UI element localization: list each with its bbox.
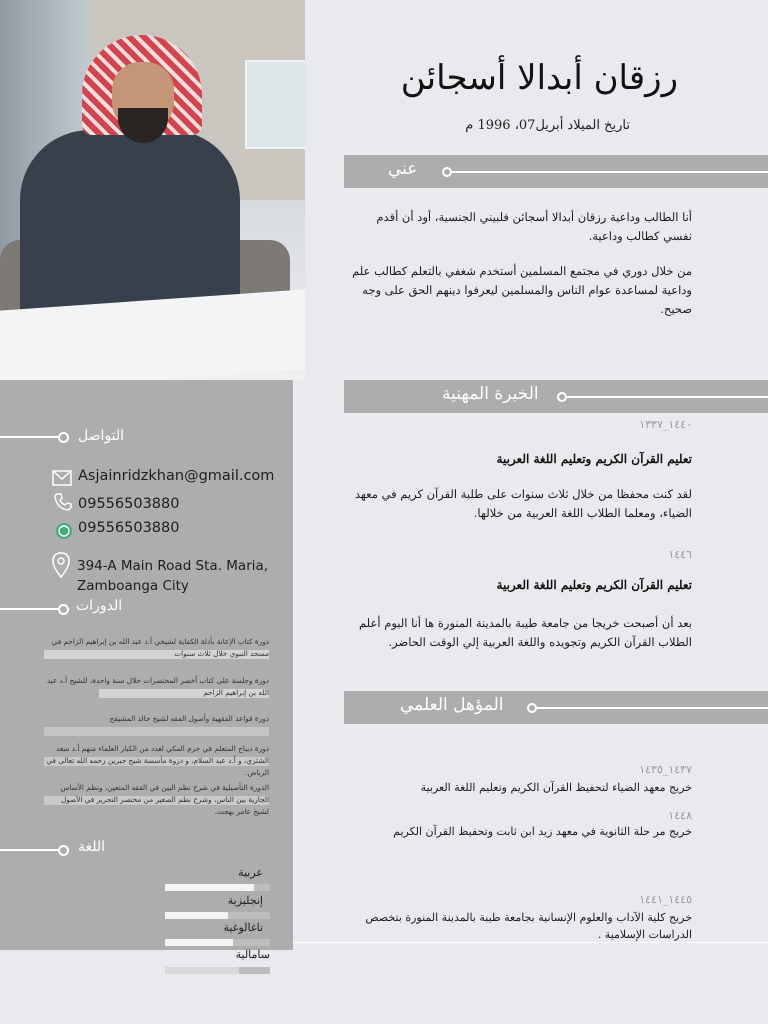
person-name: رزقان أبدالا أسجائن: [400, 58, 678, 98]
courses-divider-dot: [58, 604, 69, 615]
language-level-fill: [228, 912, 270, 919]
left-sidebar-panel: [0, 380, 293, 950]
language-level-fill: [239, 967, 271, 974]
contact-divider: [0, 436, 62, 438]
experience-heading-1: تعليم القرآن الكريم وتعليم اللغة العربية: [496, 452, 692, 466]
language-bar-4: [165, 967, 270, 974]
course-item-1: [44, 636, 269, 660]
whatsapp-icon: [54, 521, 74, 545]
experience-heading-2: تعليم القرآن الكريم وتعليم اللغة العربية: [496, 578, 692, 592]
language-bar-1: [165, 884, 270, 891]
language-divider-dot: [58, 845, 69, 856]
experience-years-2: ١٤٤٦: [668, 548, 692, 561]
language-bar-2: [165, 912, 270, 919]
course-item-5: [44, 782, 269, 818]
courses-divider: [0, 608, 62, 610]
language-title: اللغة: [78, 839, 106, 855]
language-name-1: عربية: [238, 866, 263, 879]
course-item-3: [44, 713, 269, 725]
experience-text-2: بعد أن أصبحت خريجا من جامعة طيبة بالمدينة المنورة ها أنا اليوم أعلم الطلاب القرآن الكريم وتجويده واللغة العربية إلي الوقت الحاضر.: [359, 616, 692, 649]
address-line-1: 394-A Main Road Sta. Maria,: [77, 558, 269, 574]
experience-text-1: لقد كنت محفظا من خلال ثلاث سنوات على طلبة القرآن كريم في معهد الضياء، ومعلما الطلاب اللغة العربية من خلالها.: [354, 487, 692, 520]
course-item-4: [44, 743, 269, 779]
contact-title: التواصل: [78, 428, 124, 444]
phone-icon: [54, 493, 72, 515]
about-paragraph-2: من خلال دوري في مجتمع المسلمين أستخدم شغفي بالتعلم كطالب علم وداعية لمساعدة عوام الناس والمسلمين ليعرفوا دينهم الحق على وجه صحيح.: [352, 264, 692, 316]
about-paragraph-1: أنا الطالب وداعية رزقان أبدالا أسجائن فلبيني الجنسية، أود أن أقدم نفسي كطالب وداعية.: [376, 210, 692, 243]
course-text-3: دورة قواعد الفقهية وأصول الفقه لشيخ خالد المشيقح: [109, 714, 269, 723]
photo-person-body: [20, 130, 240, 320]
footer-divider: [293, 942, 768, 943]
experience-years-1: ١٤٤٠_١٣٣٧: [639, 418, 692, 431]
education-text-2: خريج مر حلة الثانوية في معهد زيد ابن ثابت وتحفيظ القرآن الكريم: [393, 825, 692, 838]
contact-phone[interactable]: 09556503880: [78, 496, 180, 512]
courses-title: الدورات: [76, 598, 123, 614]
education-years-3: ١٤٤٥_١٤٤١: [639, 893, 692, 906]
course-text-4: دورة ديباج المتعلم في حرم المكي لعدد من الكبار العلماء منهم أ.د سعد الشثري، و أ.د عبد السلام، و دزوة مأسسة شيخ جبرين رحمه الله تعالى في الرياض.: [46, 744, 269, 777]
address-line-2: Zamboanga City: [77, 578, 189, 594]
location-icon: [52, 552, 70, 582]
language-bar-3: [165, 939, 270, 946]
contact-address: [77, 556, 268, 596]
course-text-5: الدورة التأصيلية في شرح نظم البين في الفقه المتعين، ونظم الأساس الجارية بين الناس، وشرح نظم الصغير من مختصر التحرير في الأصول لشيخ عامر بهجت.: [60, 783, 269, 816]
language-name-4: سامالية: [235, 948, 270, 961]
email-icon: [52, 470, 72, 490]
contact-whatsapp[interactable]: 09556503880: [78, 520, 180, 536]
course-item-2: [44, 675, 269, 699]
experience-section-header: [344, 380, 768, 413]
date-of-birth: تاريخ الميلاد أبريل07، 1996 م: [465, 118, 630, 133]
about-title: عني: [388, 159, 418, 179]
course-text-2: دورة وجلسة على كتاب أخصر المختصرات خلال سنة واحدة، للشيخ أ.د عبد الله بن إبراهيم الزاحم: [46, 676, 269, 697]
photo-panel: [245, 60, 305, 149]
experience-title: الخبرة المهنية: [442, 384, 539, 404]
education-section-header: [344, 691, 768, 724]
language-level-fill: [233, 939, 270, 946]
language-divider: [0, 849, 62, 851]
education-text-3: خريج كلية الآداب والعلوم الإنسانية بجامعة طيبة بالمدينة المنورة بتخصص الدراسات الإسلامية .: [365, 911, 692, 941]
education-title: المؤهل العلمي: [400, 695, 504, 715]
about-section-header: [344, 155, 768, 188]
profile-photo: [0, 0, 305, 380]
education-years-2: ١٤٤٨: [668, 809, 692, 822]
contact-email[interactable]: Asjainridzkhan@gmail.com: [78, 468, 275, 484]
education-text-1: خريج معهد الضياء لتحفيظ القرآن الكريم وتعليم اللغة العربية: [420, 781, 692, 794]
language-level-fill: [254, 884, 270, 891]
education-years-1: ١٤٣٧_١٤٣٥: [639, 763, 692, 776]
language-name-2: إنجليزية: [227, 894, 263, 907]
language-name-3: تاغالوغية: [223, 921, 263, 934]
course-text-1: دورة كتاب الإعانة بأدلة الكفاية لشيخي أ.د عبد الله بن إبراهيم الزاحم في مسجد النبوي خلال ثلاث سنوات: [51, 637, 269, 658]
contact-divider-dot: [58, 432, 69, 443]
